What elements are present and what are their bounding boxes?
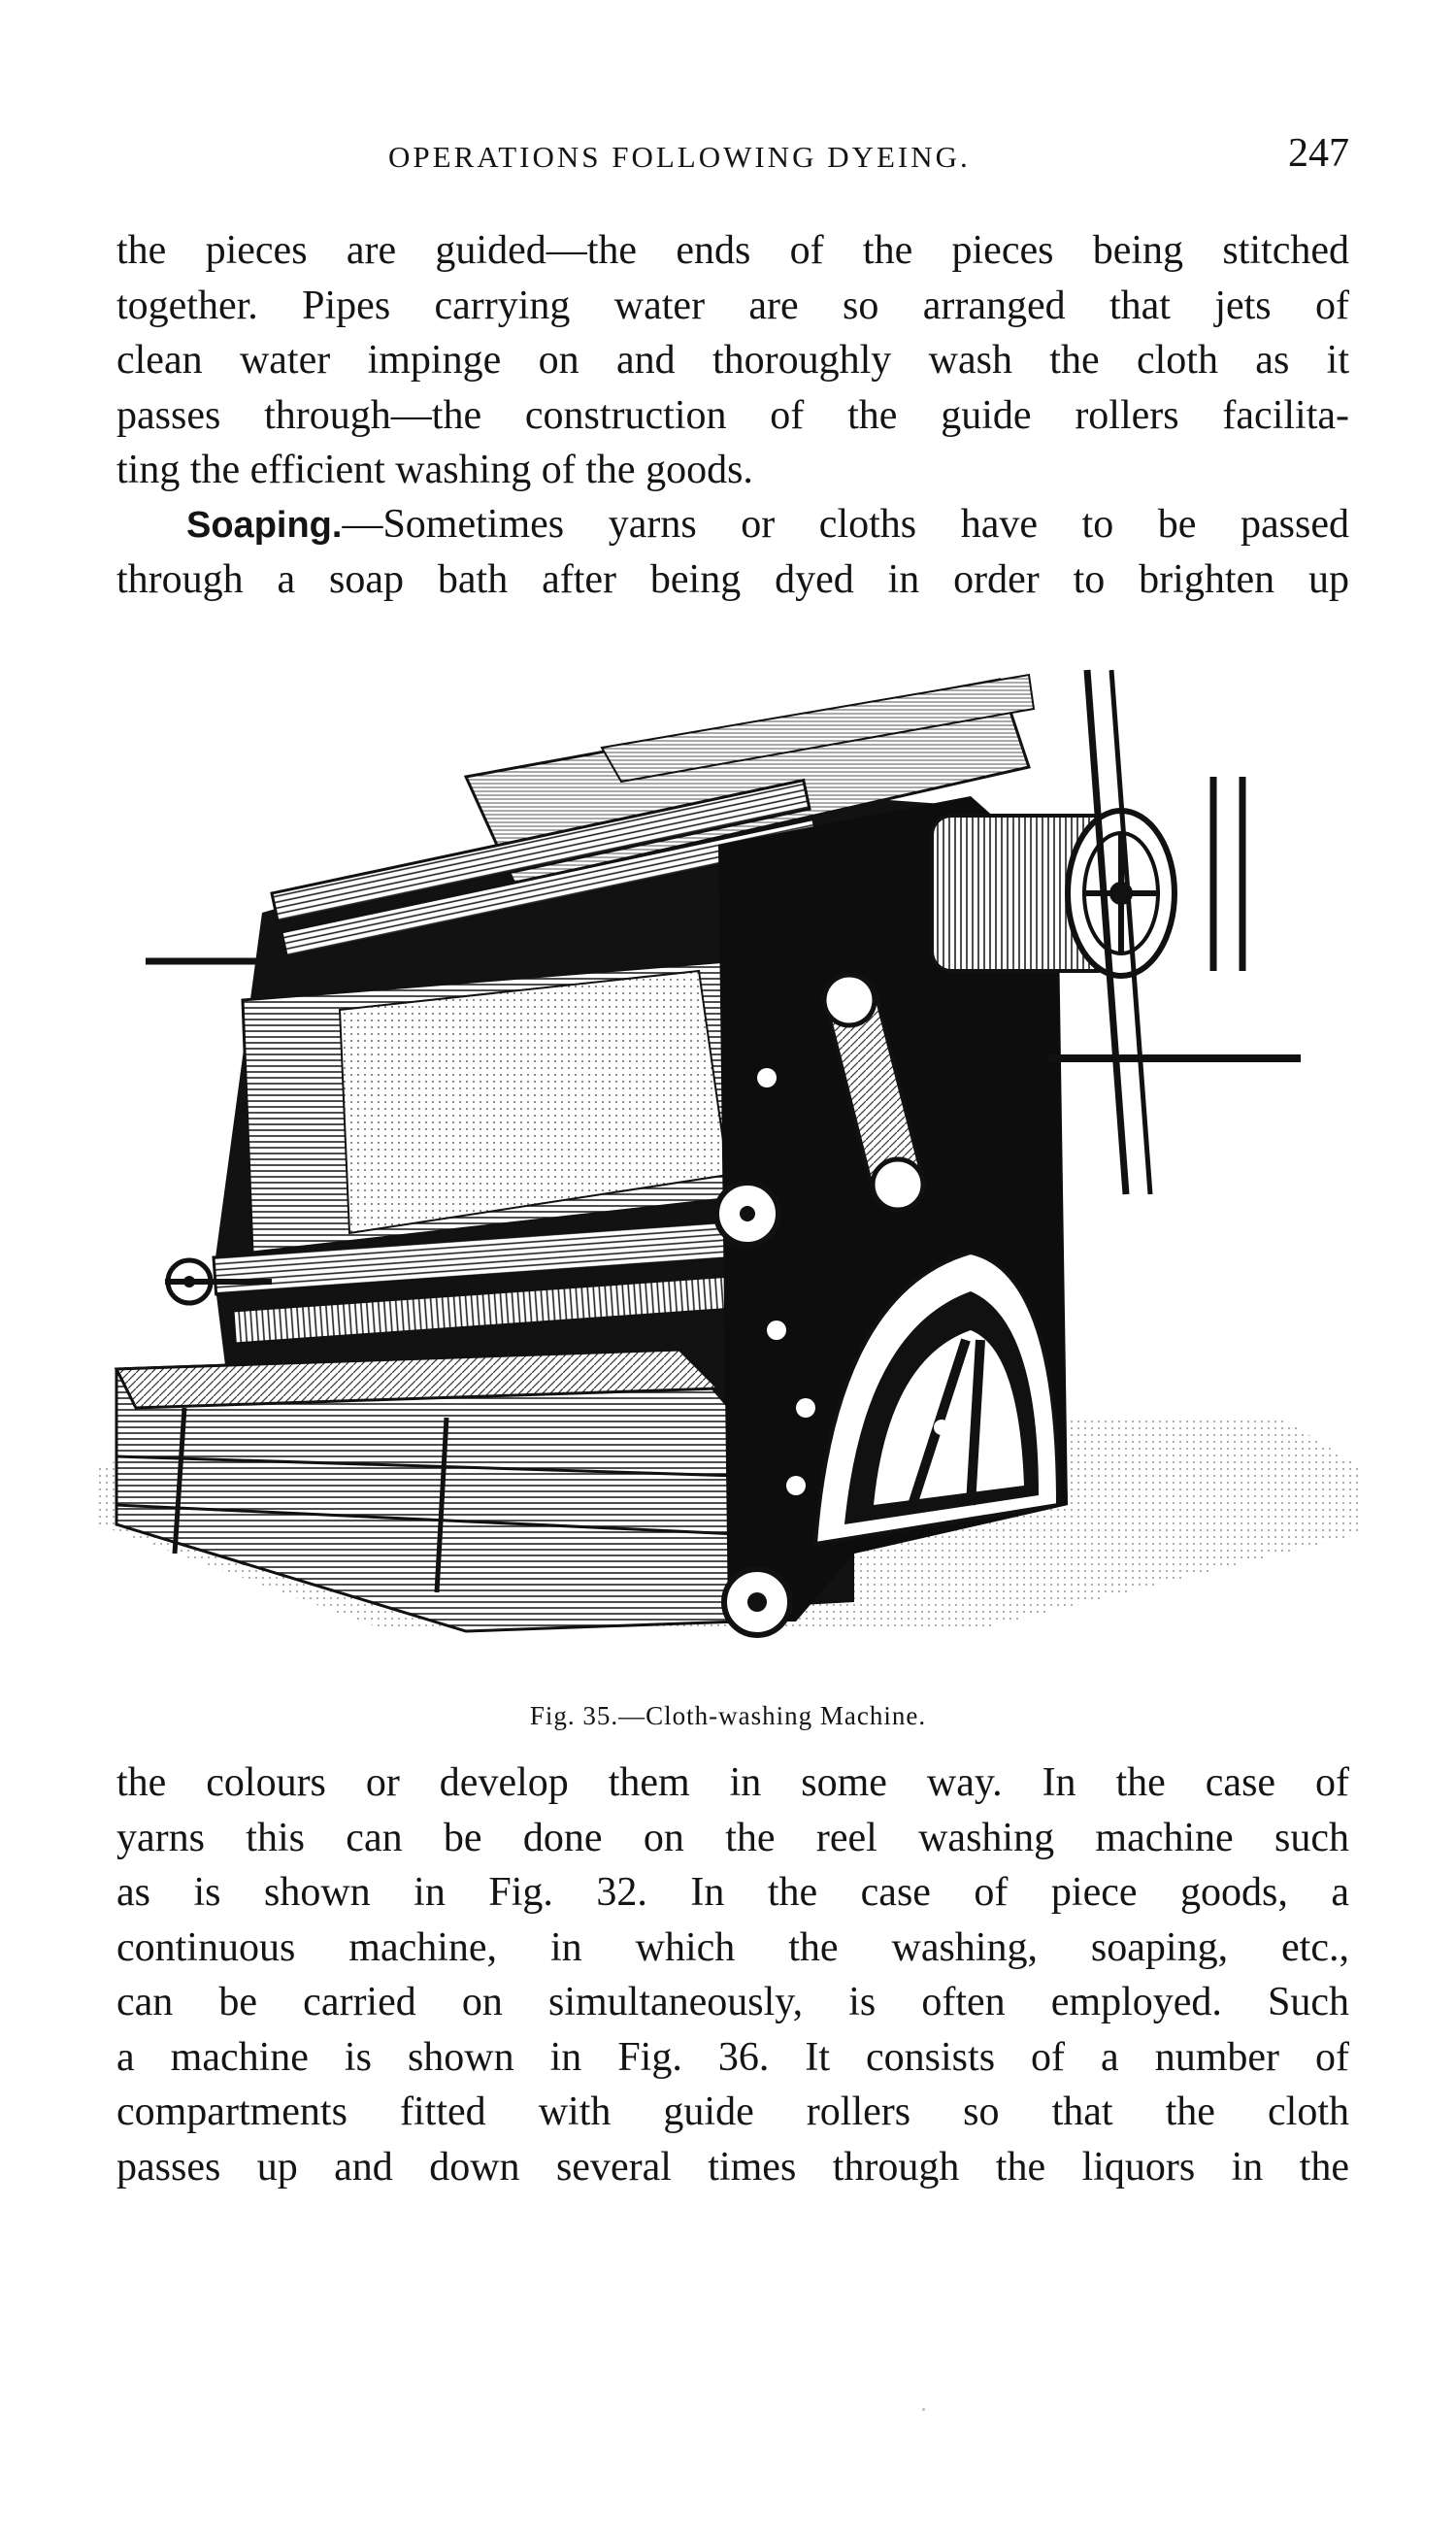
text-line [116, 497, 1349, 552]
text-line: the pieces are guided—the ends of the pieces being stitched [116, 228, 1349, 273]
text-line: continuous machine, in which the washing, soaping, etc., [116, 1924, 1349, 1970]
text-line: compartments fitted with guide rollers so that the cloth [116, 2090, 1349, 2134]
text-line: can be carried on simultaneously, is often employed. Such [116, 1980, 1349, 2024]
running-head-title: OPERATIONS FOLLOWING DYEING. [388, 140, 971, 174]
section-subheading: Soaping. [186, 505, 343, 546]
paper-speck [922, 2408, 925, 2411]
subheading-continuation: —Sometimes yarns or cloths have to be passed [342, 502, 1349, 547]
paragraph-washing-continued [116, 223, 1349, 498]
text-line: as is shown in Fig. 32. In the case of piece goods, a [116, 1870, 1349, 1915]
text-line: a machine is shown in Fig. 36. It consists of a number of [116, 2034, 1349, 2080]
text-line: the colours or develop them in some way. In the case of [116, 1760, 1349, 1805]
text-line: ting the efficient washing of the goods. [116, 448, 753, 492]
running-head [116, 131, 1349, 194]
paragraph-continuous-machine [116, 1755, 1349, 2194]
figure-caption: Fig. 35.—Cloth-washing Machine. [529, 1701, 927, 1730]
paragraph-soaping [116, 497, 1349, 607]
page-number: 247 [1288, 131, 1349, 176]
text-line: together. Pipes carrying water are so arranged that jets of [116, 283, 1349, 328]
text-line: yarns this can be done on the reel washing machine such [116, 1815, 1349, 1860]
text-line: clean water impinge on and thoroughly wash the cloth as it [116, 338, 1349, 383]
text-line: through a soap bath after being dyed in order to brighten up [116, 556, 1349, 602]
text-line: passes up and down several times through the liquors in the [116, 2144, 1349, 2190]
text-line: passes through—the construction of the guide rollers facilita- [116, 392, 1349, 438]
figure-cloth-washing-machine [97, 651, 1359, 1680]
machine-engraving [97, 651, 1359, 1680]
